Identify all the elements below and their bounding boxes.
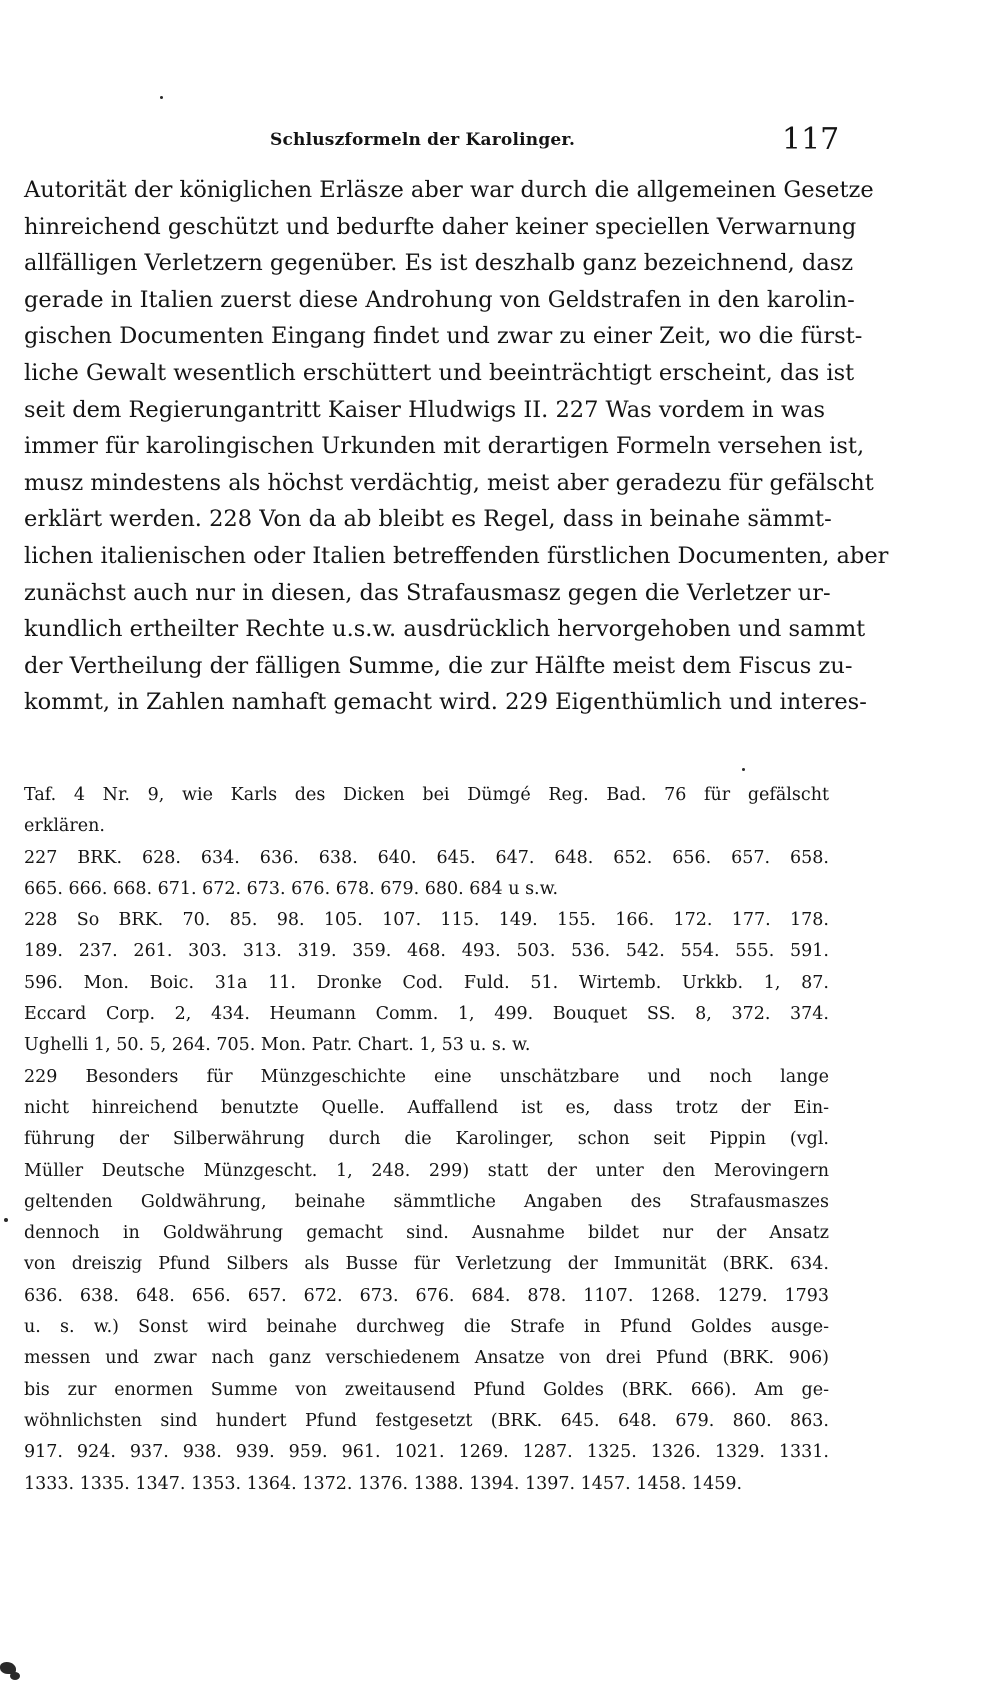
footnote-line: geltenden Goldwährung, beinahe sämmtliche Angaben des Strafausmaszes: [24, 1191, 829, 1212]
body-line: der Vertheilung der fälligen Summe, die zur Hälfte meist dem Fiscus zu-: [24, 652, 853, 679]
footnote-line: dennoch in Goldwährung gemacht sind. Ausnahme bildet nur der Ansatz: [24, 1223, 829, 1244]
body-line: Autorität der königlichen Erläsze aber war durch die allgemeinen Gesetze: [24, 177, 874, 203]
footnotes: [24, 780, 829, 1500]
footnote-line: von dreiszig Pfund Silbers als Busse für Verletzung der Immunität (BRK. 634.: [24, 1254, 829, 1275]
footnote-line: bis zur enormen Summe von zweitausend Pfund Goldes (BRK. 666). Am ge-: [24, 1379, 829, 1400]
footnote-line: Ughelli 1, 50. 5, 264. 705. Mon. Patr. Chart. 1, 53 u. s. w.: [24, 1035, 531, 1056]
footnote-line: 665. 666. 668. 671. 672. 673. 676. 678. 679. 680. 684 u s.w.: [24, 878, 559, 899]
footnote-line: messen und zwar nach ganz verschiedenem Ansatze von drei Pfund (BRK. 906): [24, 1348, 829, 1369]
footnote-line: Taf. 4 Nr. 9, wie Karls des Dicken bei Dümgé Reg. Bad. 76 für gefälscht: [24, 785, 829, 805]
body-line: immer für karolingischen Urkunden mit derartigen Formeln versehen ist,: [24, 433, 865, 460]
footnote-line: 1333. 1335. 1347. 1353. 1364. 1372. 1376. 1388. 1394. 1397. 1457. 1458. 1459.: [24, 1473, 743, 1494]
scan-speck: [4, 1218, 8, 1222]
footnote-line: erklären.: [24, 816, 105, 837]
footnote-line: Eccard Corp. 2, 434. Heumann Comm. 1, 499. Bouquet SS. 8, 372. 374.: [24, 1004, 829, 1025]
scan-speck: [160, 96, 163, 99]
body-line: kommt, in Zahlen namhaft gemacht wird. 229 Eigenthümlich und interes-: [24, 689, 867, 716]
footnote-line: führung der Silberwährung durch die Karolinger, schon seit Pippin (vgl.: [24, 1129, 829, 1150]
footnote-line: wöhnlichsten sind hundert Pfund festgesetzt (BRK. 645. 648. 679. 860. 863.: [24, 1410, 829, 1431]
body-line: zunächst auch nur in diesen, das Strafausmasz gegen die Verletzer ur-: [24, 579, 831, 606]
footnote-line: u. s. w.) Sonst wird beinahe durchweg die Strafe in Pfund Goldes ausge-: [24, 1317, 829, 1338]
body-line: musz mindestens als höchst verdächtig, meist aber geradezu für gefälscht: [24, 469, 874, 496]
body-line: seit dem Regierungantritt Kaiser Hludwigs II. 227 Was vordem in was: [24, 396, 826, 423]
scan-speck: [742, 768, 745, 771]
running-title: Schluszformeln der Karolinger.: [270, 130, 576, 150]
page-number: 117: [782, 122, 840, 157]
body-line: allfälligen Verletzern gegenüber. Es ist deszhalb ganz bezeichnend, dasz: [24, 250, 854, 277]
body-line: lichen italienischen oder Italien betreffenden fürstlichen Documenten, aber: [24, 542, 889, 569]
footnote-229: 229 Besonders für Münzgeschichte eine unschätzbare und noch lange: [24, 1066, 829, 1087]
footnote-line: 917. 924. 937. 938. 939. 959. 961. 1021. 1269. 1287. 1325. 1326. 1329. 1331.: [24, 1442, 829, 1463]
body-line: erklärt werden. 228 Von da ab bleibt es Regel, dass in beinahe sämmt-: [24, 506, 832, 533]
footnote-line: Müller Deutsche Münzgescht. 1, 248. 299) statt der unter den Merovingern: [24, 1160, 829, 1181]
footnote-line: 189. 237. 261. 303. 313. 319. 359. 468. 493. 503. 536. 542. 554. 555. 591.: [24, 941, 829, 962]
footnote-line: 636. 638. 648. 656. 657. 672. 673. 676. 684. 878. 1107. 1268. 1279. 1793: [24, 1285, 829, 1306]
footnote-line: 596. Mon. Boic. 31a 11. Dronke Cod. Fuld. 51. Wirtemb. Urkkb. 1, 87.: [24, 972, 829, 993]
body-line: hinreichend geschützt und bedurfte daher keiner speciellen Verwarnung: [24, 213, 857, 240]
footnote-227: 227 BRK. 628. 634. 636. 638. 640. 645. 647. 648. 652. 656. 657. 658.: [24, 847, 829, 868]
body-text: [24, 172, 889, 721]
body-line: kundlich ertheilter Rechte u.s.w. ausdrücklich hervorgehoben und sammt: [24, 616, 866, 643]
scan-speck: [10, 1672, 20, 1680]
body-line: gischen Documenten Eingang findet und zwar zu einer Zeit, wo die fürst-: [24, 323, 863, 350]
footnote-228: 228 So BRK. 70. 85. 98. 105. 107. 115. 149. 155. 166. 172. 177. 178.: [24, 910, 829, 931]
footnote-line: nicht hinreichend benutzte Quelle. Auffallend ist es, dass trotz der Ein-: [24, 1097, 829, 1118]
body-line: gerade in Italien zuerst diese Androhung von Geldstrafen in den karolin-: [24, 286, 855, 313]
body-line: liche Gewalt wesentlich erschüttert und beeinträchtigt erscheint, das ist: [24, 359, 855, 386]
